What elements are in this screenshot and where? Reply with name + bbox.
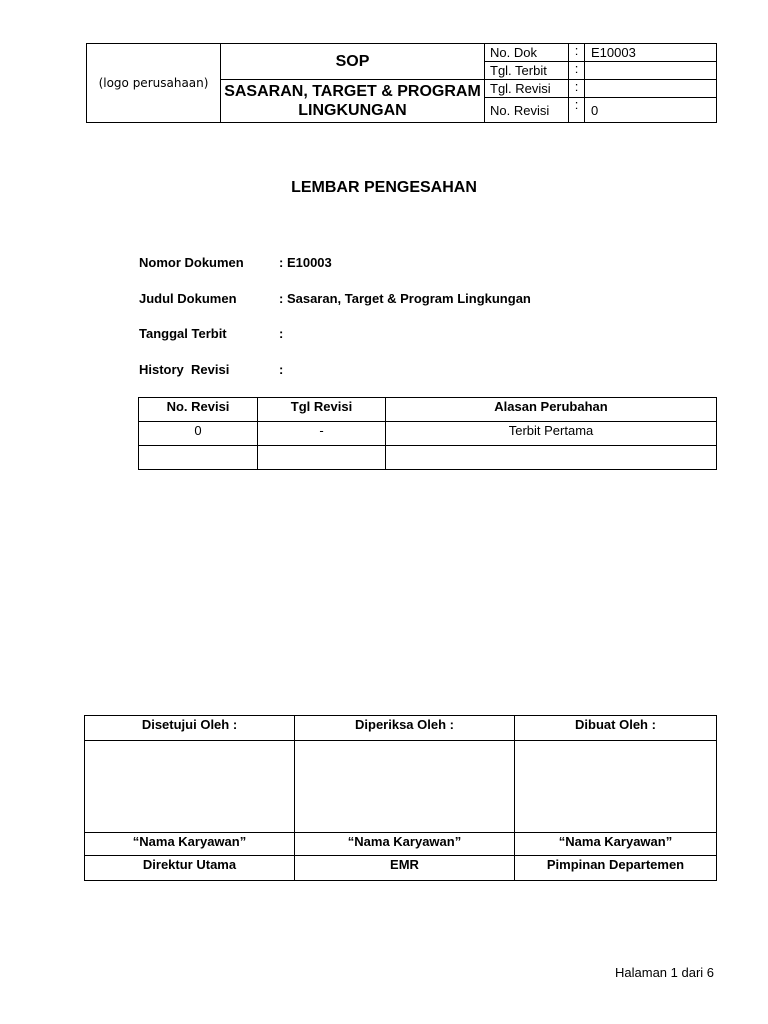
field-label-tgl-revisi: Tgl. Revisi <box>485 80 569 98</box>
table-cell: Terbit Pertama <box>386 422 717 446</box>
field-value-tgl-revisi <box>585 80 717 98</box>
position-emr: EMR <box>295 856 515 881</box>
field-label-no-dok: No. Dok <box>485 44 569 62</box>
logo-placeholder: (logo perusahaan) <box>87 44 221 123</box>
field-separator: : <box>569 80 585 98</box>
page-number: Halaman 1 dari 6 <box>615 965 714 980</box>
employee-name: “Nama Karyawan” <box>295 833 515 856</box>
info-value: : <box>279 362 284 377</box>
field-separator: : <box>569 44 585 62</box>
signature-box <box>85 741 295 833</box>
field-value-tgl-terbit <box>585 62 717 80</box>
info-value: : <box>279 326 284 341</box>
table-header-row <box>139 398 717 422</box>
info-value: : Sasaran, Target & Program Lingkungan <box>279 291 531 306</box>
page-title: LEMBAR PENGESAHAN <box>291 179 477 196</box>
header-diperiksa-oleh: Diperiksa Oleh : <box>295 716 515 741</box>
position-row <box>85 856 717 881</box>
doc-title: SASARAN, TARGET & PROGRAM LINGKUNGAN <box>221 80 485 123</box>
table-cell: 0 <box>139 422 258 446</box>
position-direktur-utama: Direktur Utama <box>85 856 295 881</box>
field-separator: : <box>569 98 585 123</box>
employee-name: “Nama Karyawan” <box>85 833 295 856</box>
table-cell <box>258 446 386 470</box>
info-label: Judul Dokumen <box>139 291 237 306</box>
doc-type-label: SOP <box>221 44 485 80</box>
document-header-table <box>86 43 717 123</box>
table-cell: - <box>258 422 386 446</box>
table-cell <box>386 446 717 470</box>
field-label-tgl-terbit: Tgl. Terbit <box>485 62 569 80</box>
table-row <box>139 422 717 446</box>
header-disetujui-oleh: Disetujui Oleh : <box>85 716 295 741</box>
column-header-no-revisi: No. Revisi <box>139 398 258 422</box>
table-row <box>139 446 717 470</box>
signature-row <box>85 741 717 833</box>
info-value: : E10003 <box>279 255 332 270</box>
revision-history-table <box>138 397 717 470</box>
field-separator: : <box>569 62 585 80</box>
column-header-tgl-revisi: Tgl Revisi <box>258 398 386 422</box>
employee-name-row <box>85 833 717 856</box>
table-cell <box>139 446 258 470</box>
field-value-no-dok: E10003 <box>585 44 717 62</box>
field-value-no-revisi: 0 <box>585 98 717 123</box>
column-header-alasan-perubahan: Alasan Perubahan <box>386 398 717 422</box>
position-pimpinan-departemen: Pimpinan Departemen <box>515 856 717 881</box>
info-label: Nomor Dokumen <box>139 255 244 270</box>
employee-name: “Nama Karyawan” <box>515 833 717 856</box>
header-dibuat-oleh: Dibuat Oleh : <box>515 716 717 741</box>
info-label: History Revisi <box>139 362 230 377</box>
signature-box <box>515 741 717 833</box>
approval-signature-table <box>84 715 717 881</box>
info-label: Tanggal Terbit <box>139 326 227 341</box>
signature-box <box>295 741 515 833</box>
approval-header-row <box>85 716 717 741</box>
field-label-no-revisi: No. Revisi <box>485 98 569 123</box>
